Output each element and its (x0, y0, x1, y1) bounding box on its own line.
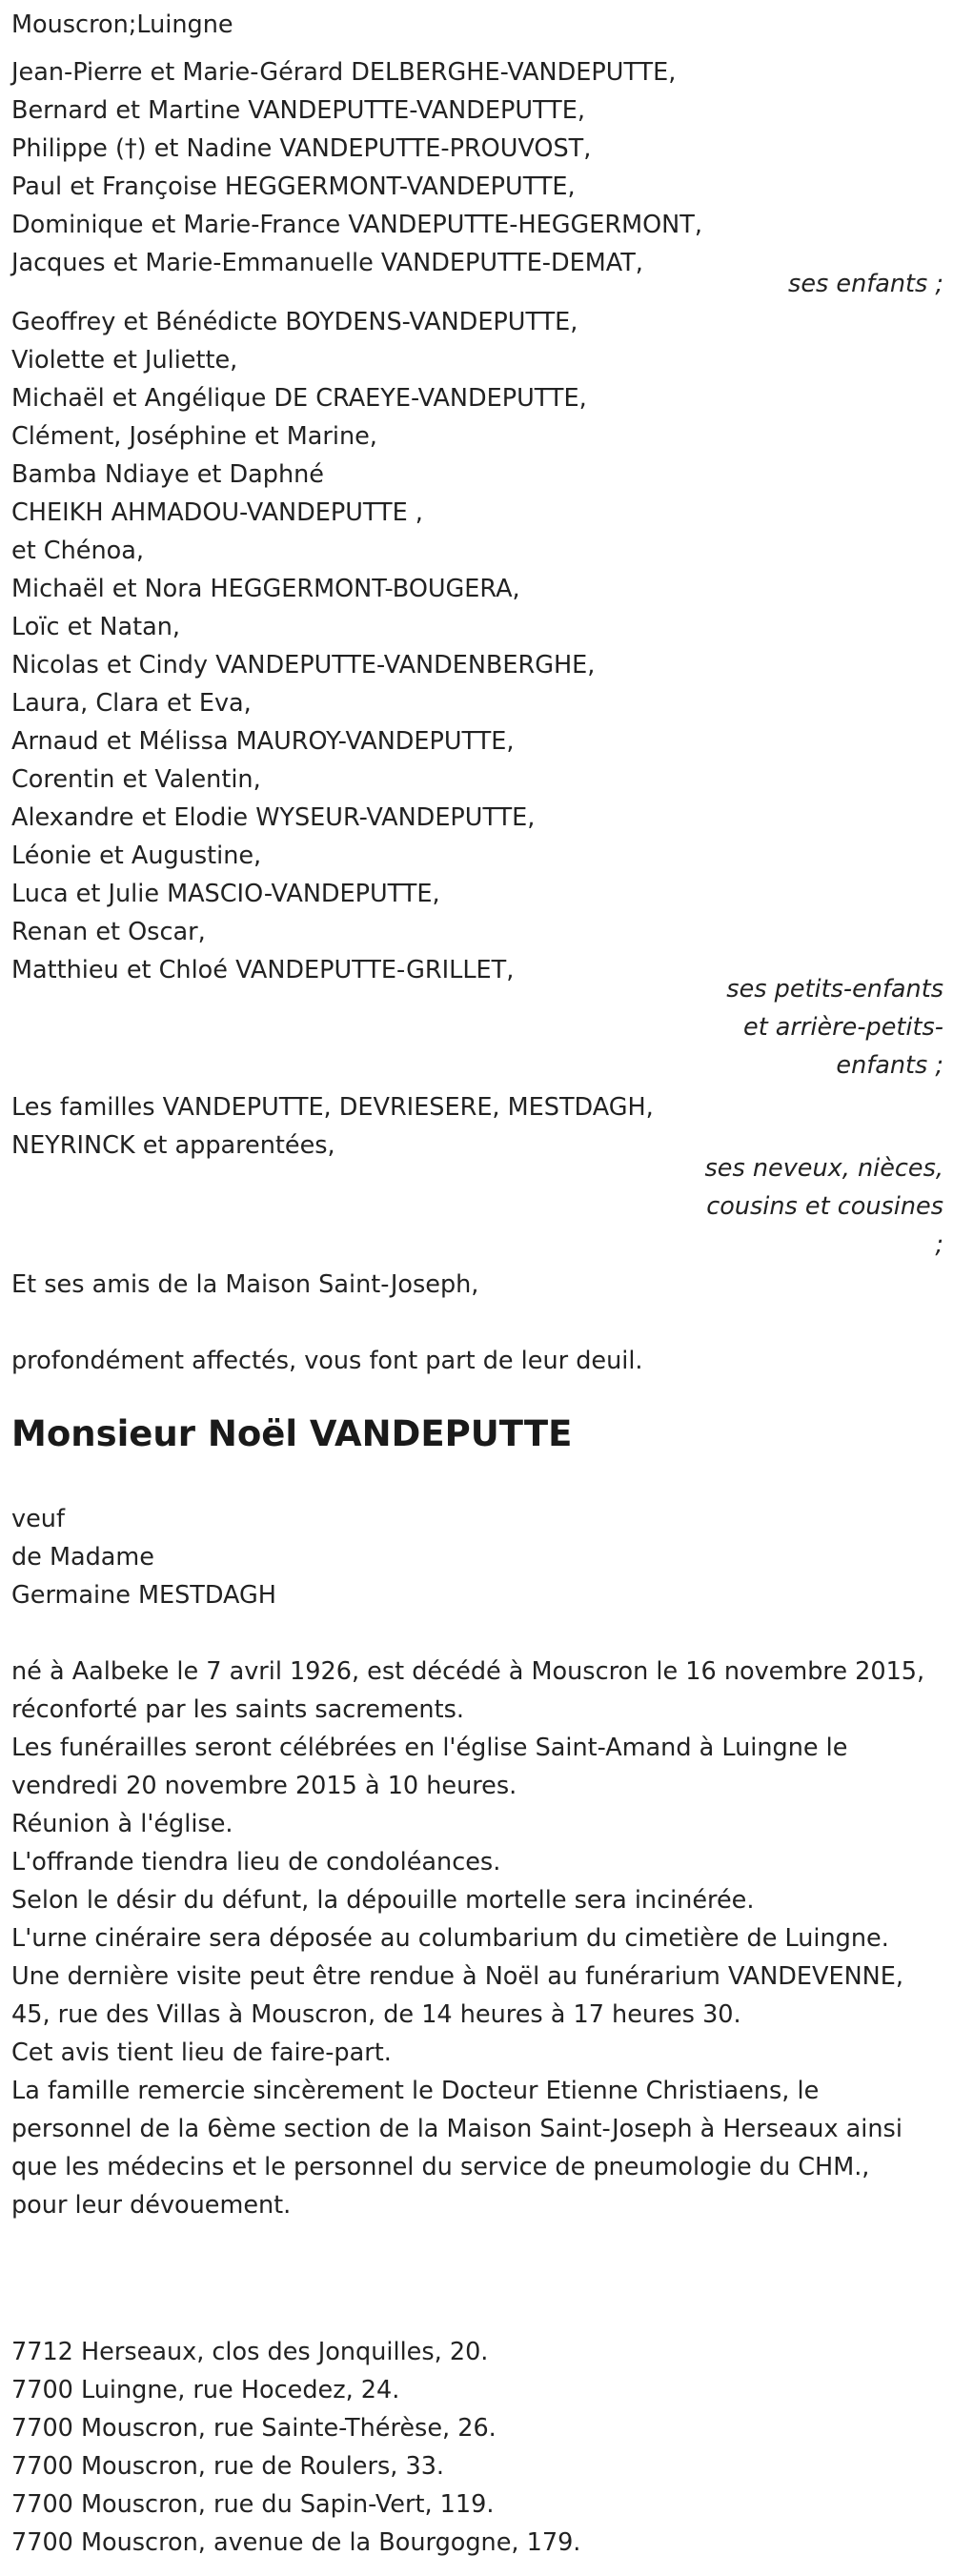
grandchild-line: Renan et Oscar, (11, 918, 206, 946)
spouse-block (11, 1500, 936, 1614)
detail-paragraph (11, 1957, 936, 2034)
address-line: 7700 Mouscron, rue de Roulers, 33. (11, 2452, 445, 2481)
grandchild-line: Clément, Joséphine et Marine, (11, 422, 377, 451)
address-line: 7712 Herseaux, clos des Jonquilles, 20. (11, 2338, 489, 2366)
detail-paragraph (11, 2034, 936, 2072)
location-header: Mouscron;Luingne (11, 10, 233, 39)
children-role: ses enfants ; (788, 270, 943, 298)
spouse-line: veuf (11, 1505, 65, 1533)
grandchild-line: Michaël et Angélique DE CRAEYE-VANDEPUTTE, (11, 384, 587, 413)
address-line: 7700 Mouscron, rue du Sapin-Vert, 119. (11, 2490, 495, 2519)
family-line: Les familles VANDEPUTTE, DEVRIESERE, MESTDAGH, (11, 1093, 654, 1122)
grandchild-line: Alexandre et Elodie WYSEUR-VANDEPUTTE, (11, 803, 536, 832)
grandchild-line: Geoffrey et Bénédicte BOYDENS-VANDEPUTTE, (11, 308, 578, 336)
address-line: 7700 Mouscron, avenue de la Bourgogne, 179. (11, 2528, 581, 2557)
child-line: Paul et Françoise HEGGERMONT-VANDEPUTTE, (11, 172, 576, 201)
grandchild-line: Matthieu et Chloé VANDEPUTTE-GRILLET, (11, 956, 515, 984)
detail-line: Selon le désir du défunt, la dépouille mortelle sera incinérée. (11, 1886, 755, 1915)
spouse-line: de Madame (11, 1543, 154, 1572)
address-line: 7700 Luingne, rue Hocedez, 24. (11, 2376, 400, 2404)
grandchild-line: Arnaud et Mélissa MAUROY-VANDEPUTTE, (11, 727, 515, 756)
grandchild-line: Corentin et Valentin, (11, 765, 261, 794)
child-line: Jacques et Marie-Emmanuelle VANDEPUTTE-DEMAT, (11, 249, 643, 277)
spouse-line: Germaine MESTDAGH (11, 1581, 276, 1610)
detail-paragraph (11, 1653, 936, 1729)
detail-line: L'offrande tiendra lieu de condoléances. (11, 1848, 501, 1876)
child-line: Philippe (†) et Nadine VANDEPUTTE-PROUVOST, (11, 134, 592, 163)
detail-line: né à Aalbeke le 7 avril 1926, est décédé à Mouscron le 16 novembre 2015, (11, 1657, 925, 1686)
families-role-line: ; (935, 1230, 943, 1259)
grandchild-line: CHEIKH AHMADOU-VANDEPUTTE , (11, 498, 423, 527)
grandchild-line: Nicolas et Cindy VANDEPUTTE-VANDENBERGHE, (11, 651, 596, 679)
detail-paragraph (11, 1843, 936, 1881)
detail-paragraph (11, 1881, 936, 1919)
detail-line: L'urne cinéraire sera déposée au columbarium du cimetière de Luingne. (11, 1924, 889, 1953)
announcement-line (11, 1342, 936, 1380)
grandchildren-list (11, 303, 936, 989)
detail-paragraph (11, 1805, 936, 1843)
address-line: 7700 Mouscron, rue Sainte-Thérèse, 26. (11, 2414, 497, 2443)
detail-line: réconforté par les saints sacrements. (11, 1695, 464, 1724)
grandchild-line: et Chénoa, (11, 537, 144, 565)
announcement-text: profondément affectés, vous font part de leur deuil. (11, 1347, 643, 1375)
grandchild-line: Violette et Juliette, (11, 346, 238, 375)
grandchildren-role-line: et arrière-petits- (743, 1013, 943, 1042)
detail-paragraph (11, 1729, 936, 1805)
child-line: Bernard et Martine VANDEPUTTE-VANDEPUTTE, (11, 96, 585, 125)
family-line: NEYRINCK et apparentées, (11, 1131, 335, 1160)
children-list (11, 53, 936, 282)
detail-line: pour leur dévouement. (11, 2191, 292, 2220)
detail-line: Une dernière visite peut être rendue à Noël au funérarium VANDEVENNE, (11, 1962, 903, 1991)
detail-line: vendredi 20 novembre 2015 à 10 heures. (11, 1772, 517, 1800)
detail-line: personnel de la 6ème section de la Maison Saint-Joseph à Herseaux ainsi (11, 2115, 902, 2143)
detail-paragraph (11, 2072, 936, 2224)
detail-line: Réunion à l'église. (11, 1810, 233, 1838)
addresses-block (11, 2333, 936, 2562)
detail-line: La famille remercie sincèrement le Docteur Etienne Christiaens, le (11, 2077, 820, 2105)
families-role-line: ses neveux, nièces, (704, 1154, 943, 1183)
child-line: Dominique et Marie-France VANDEPUTTE-HEGGERMONT, (11, 211, 702, 239)
grandchild-line: Michaël et Nora HEGGERMONT-BOUGERA, (11, 575, 520, 603)
child-line: Jean-Pierre et Marie-Gérard DELBERGHE-VANDEPUTTE, (11, 58, 677, 87)
grandchildren-role-line: ses petits-enfants (726, 975, 943, 1004)
grandchild-line: Loïc et Natan, (11, 613, 180, 641)
detail-line: 45, rue des Villas à Mouscron, de 14 heures à 17 heures 30. (11, 2000, 741, 2029)
detail-line: Cet avis tient lieu de faire-part. (11, 2038, 392, 2067)
details-block (11, 1653, 936, 2224)
detail-paragraph (11, 1919, 936, 1957)
grandchildren-role (726, 970, 943, 1085)
grandchild-line: Léonie et Augustine, (11, 842, 262, 870)
deceased-name: Monsieur Noël VANDEPUTTE (11, 1413, 573, 1454)
friends-text: Et ses amis de la Maison Saint-Joseph, (11, 1270, 479, 1299)
grandchild-line: Luca et Julie MASCIO-VANDEPUTTE, (11, 880, 440, 908)
detail-line: que les médecins et le personnel du service de pneumologie du CHM., (11, 2153, 870, 2181)
grandchild-line: Laura, Clara et Eva, (11, 689, 252, 718)
friends-line (11, 1266, 936, 1304)
grandchildren-role-line: enfants ; (836, 1051, 943, 1080)
families-role-line: cousins et cousines (706, 1192, 943, 1221)
families-role (705, 1149, 944, 1264)
grandchild-line: Bamba Ndiaye et Daphné (11, 460, 324, 489)
detail-line: Les funérailles seront célébrées en l'église Saint-Amand à Luingne le (11, 1734, 848, 1762)
